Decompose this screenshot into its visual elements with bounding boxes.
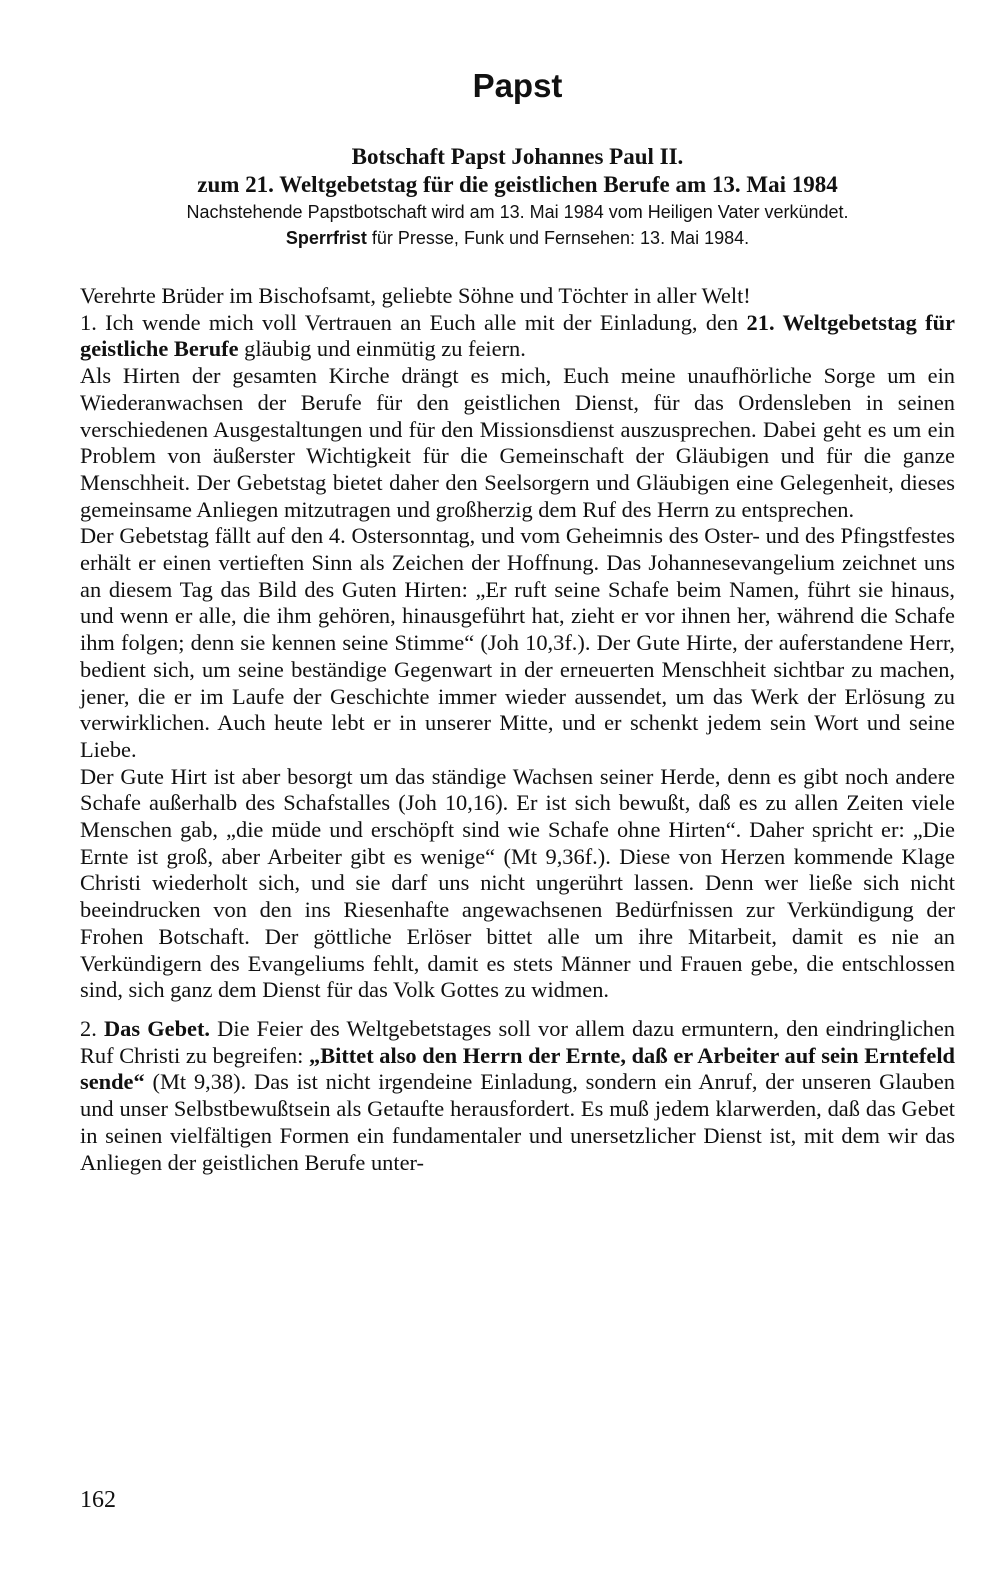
salutation: Verehrte Brüder im Bischofsamt, geliebte Söhne und Töchter in aller Welt! (80, 283, 751, 308)
paragraph-5-text-1: Die Feier des Weltgebetstages soll vor allem dazu ermuntern, den eindringlichen Ruf Christi zu begreifen: (80, 1015, 955, 1068)
document-header (80, 143, 955, 251)
paragraph-5-number: 2. (80, 1015, 104, 1041)
paragraph-1-end: gläubig und einmütig zu feiern. (238, 336, 526, 362)
paragraph-1-start: 1. Ich wende mich voll Vertrauen an Euch alle mit der Einladung, den (80, 309, 747, 335)
embargo-text: für Presse, Funk und Fernsehen: 13. Mai 1984. (366, 228, 750, 248)
header-embargo (80, 225, 955, 251)
paragraph-2: Als Hirten der gesamten Kirche drängt es mich, Euch meine unaufhörliche Sorge um ein Wiederanwachsen der Berufe für den geistlichen Dienst, für das Ordensleben in seinen verschiedenen Ausgestaltungen und für den Missionsdienst auszusprechen. Dabei geht es um ein Problem von äußerster Wichtigkeit für die Gemeinschaft der Gläubigen und für die ganze Menschheit. Der Gebetstag bietet daher den Seelsorgern und Gläubigen eine Gelegenheit, dieses gemeinsame Anliegen mitzutragen und großherzig dem Ruf des Herrn zu entsprechen. (80, 363, 955, 522)
embargo-label: Sperrfrist (285, 228, 367, 248)
header-title-line-1: Botschaft Papst Johannes Paul II. (351, 144, 684, 169)
paragraph-3: Der Gebetstag fällt auf den 4. Ostersonntag, und vom Geheimnis des Oster- und des Pfingstfestes erhält er einen vertieften Sinn als Zeichen der Hoffnung. Das Johannesevangelium zeichnet uns an diesem Tag das Bild des Guten Hirten: „Er ruft seine Schafe beim Namen, führt sie hinaus, und wenn er alle, die ihm gehören, hinausgeführt hat, zieht er vor ihnen her, während die Schafe ihm folgen; denn sie kennen seine Stimme“ (Joh 10,3f.). Der Gute Hirte, der auferstandene Herr, bedient sich, um seine beständige Gegenwart in der erneuerten Menschheit sichtbar zu machen, jener, die er im Laufe der Geschichte immer wieder aussendet, um das Werk der Erlösung zu verwirklichen. Auch heute lebt er in unserer Mitte, und er schenkt jedem sein Wort und seine Liebe. (80, 523, 955, 762)
document-page (80, 0, 955, 1595)
paragraph-1 (80, 310, 955, 363)
paragraph-4: Der Gute Hirt ist aber besorgt um das ständige Wachsen seiner Herde, denn es gibt noch andere Schafe außerhalb des Schafstalles (Joh 10,16). Er ist sich bewußt, daß es zu allen Zeiten viele Menschen gab, „die müde und erschöpft sind wie Schafe ohne Hirten“. Daher spricht er: „Die Ernte ist groß, aber Arbeiter gibt es wenige“ (Mt 9,36f.). Diese von Herzen kommende Klage Christi wiederholt sich, und sie darf uns nicht ungerührt lassen. Denn wer ließe sich nicht beeindrucken von den ins Riesenhafte angewachsenen Bedürfnissen zur Verkündigung der Frohen Botschaft. Der göttliche Erlöser bittet alle um ihre Mitarbeit, damit es nie an Verkündigern des Evangeliums fehlt, damit es stets Männer und Frauen gebe, die entschlossen sind, sich ganz dem Dienst für das Volk Gottes zu widmen. (80, 763, 955, 1003)
page-number: 162 (80, 1487, 116, 1513)
paragraph-5-bold-quote: „Bittet also den Herrn der Ernte, daß er Arbeiter auf sein Erntefeld sende“ (80, 1042, 955, 1095)
header-note: Nachstehende Papstbotschaft wird am 13. Mai 1984 vom Heiligen Vater verkündet. (186, 202, 849, 222)
section-title: Papst (472, 67, 563, 104)
paragraph-5-text-2: (Mt 9,38). Das ist nicht irgendeine Einladung, sondern ein Anruf, der unseren Glauben und unser Selbstbewußtsein als Getaufte herausfordert. Es muß jedem klarwerden, daß das Gebet in seinen vielfältigen Formen ein fundamentaler und unersetzlicher Dienst ist, mit dem wir das Anliegen der geistlichen Berufe unter- (80, 1069, 955, 1175)
paragraph-5 (80, 1016, 955, 1176)
paragraph-5-heading: Das Gebet. (103, 1015, 211, 1041)
header-title-line-2: zum 21. Weltgebetstag für die geistlichen Berufe am 13. Mai 1984 (197, 172, 838, 197)
paragraph-1-bold: 21. Weltgebetstag für geistliche Berufe (80, 309, 955, 362)
body-text (80, 283, 955, 1176)
